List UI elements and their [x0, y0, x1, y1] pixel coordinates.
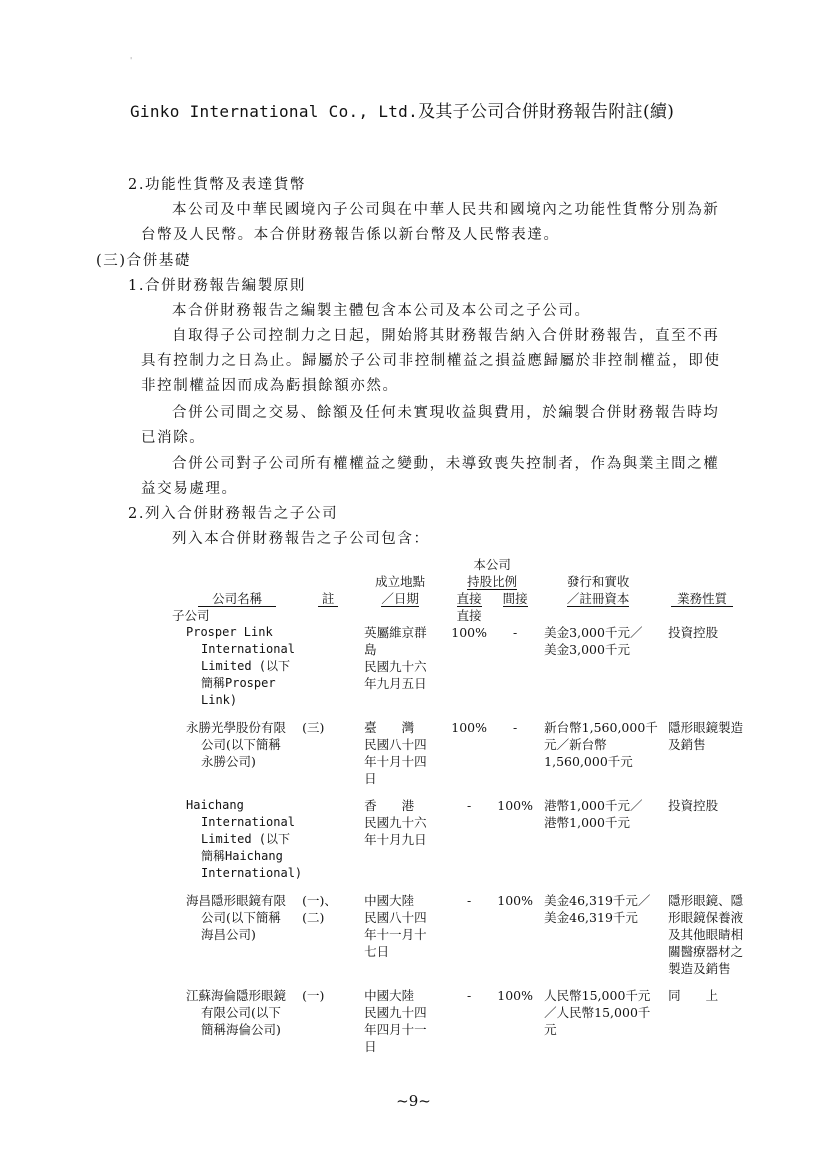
cell-direct: - — [467, 798, 472, 813]
cell-company-name-line: 公司(以下簡稱 — [201, 737, 281, 752]
cell-company-name-line: Haichang — [186, 798, 244, 812]
cell-business — [658, 624, 746, 709]
cell-company-name-line: International — [201, 815, 295, 829]
cell-capital — [538, 624, 658, 709]
cell-note-line: (一) — [302, 988, 325, 1003]
header-business: 業務性質 — [671, 591, 733, 607]
cell-place — [354, 624, 446, 709]
cell-note-line: (三) — [302, 720, 325, 735]
cell-company-name — [172, 797, 302, 882]
section-2-para-line-1: 本公司及中華民國境內子公司與在中華人民共和國境內之功能性貨幣分別為新 — [172, 202, 720, 218]
group-row — [172, 607, 746, 624]
cell-place-line: 中國大陸 — [364, 988, 415, 1003]
cell-place-line: 民國八十四 — [364, 910, 427, 925]
section-3-1-para-1: 本合併財務報告之編製主體包含本公司及本公司之子公司。 — [172, 303, 591, 319]
cell-capital-line: 人民幣15,000千元 — [544, 988, 651, 1003]
cell-capital — [538, 987, 658, 1055]
cell-business-line: 形眼鏡保養液 — [668, 910, 744, 925]
cell-company-name-line: 海昌隱形眼鏡有限 — [186, 893, 287, 908]
row-spacer — [172, 1055, 746, 1065]
header-place-line-1: 成立地點 — [375, 574, 426, 589]
row-spacer — [172, 882, 746, 892]
cell-company-name-line: 永勝公司) — [201, 754, 256, 769]
cell-place-line: 七日 — [364, 944, 390, 959]
cell-company-name — [172, 892, 302, 977]
table-row — [172, 797, 746, 882]
header-note: 註 — [318, 591, 339, 607]
cell-place-line: 中國大陸 — [364, 893, 415, 908]
cell-business-line: 隱形眼鏡、隱 — [668, 893, 744, 908]
cell-place-line: 年四月十一 — [364, 1022, 427, 1037]
header-indirect: 間接 — [502, 591, 528, 606]
header-capital-line-2: ／註冊資本 — [566, 591, 630, 606]
cell-company-name-line: 有限公司(以下 — [201, 1005, 281, 1020]
cell-place-line: 民國九十六 — [364, 815, 427, 830]
row-spacer — [172, 787, 746, 797]
section-3-2-intro: 列入本合併財務報告之子公司包含： — [172, 531, 430, 547]
cell-indirect: 100% — [497, 988, 534, 1003]
page-title — [130, 97, 674, 122]
cell-place — [354, 892, 446, 977]
section-3-1-heading: 1.合併財務報告編製原則 — [128, 278, 307, 294]
table-row — [172, 987, 746, 1055]
cell-company-name-line: 簡稱海倫公司) — [201, 1022, 281, 1037]
cell-note — [302, 797, 354, 882]
cell-company-name-line: International) — [201, 866, 303, 880]
cell-capital-line: ／人民幣15,000千 — [544, 1005, 651, 1020]
cell-business — [658, 987, 746, 1055]
cell-business-line: 投資控股 — [668, 625, 719, 640]
cell-capital — [538, 797, 658, 882]
cell-note — [302, 719, 354, 787]
section-3-1-para-2-line-1: 自取得子公司控制力之日起，開始將其財務報告納入合併財務報告，直至不再 — [172, 328, 720, 344]
cell-business-line: 及其他眼睛相 — [668, 927, 744, 942]
table-header-row-3 — [172, 590, 746, 607]
cell-capital-line: 元 — [544, 1022, 557, 1037]
cell-company-name-line: 永勝光學股份有限 — [186, 720, 287, 735]
cell-note — [302, 624, 354, 709]
cell-company-name-line: Limited (以下 — [201, 659, 291, 673]
table-header-row-1 — [172, 556, 746, 573]
cell-place — [354, 987, 446, 1055]
cell-company-name-line: International — [201, 642, 295, 656]
cell-company-name-line: 公司(以下簡稱 — [201, 910, 281, 925]
table-row — [172, 719, 746, 787]
cell-business-line: 關醫療器材之 — [668, 944, 744, 959]
row-spacer — [172, 709, 746, 719]
scan-mark: ' — [130, 56, 133, 65]
group-label: 子公司 — [172, 608, 210, 623]
cell-place-line: 年十月十四 — [364, 754, 427, 769]
section-2-heading: 2.功能性貨幣及表達貨幣 — [128, 177, 307, 193]
cell-capital-line: 元／新台幣 — [544, 737, 607, 752]
cell-company-name-line: 江蘇海倫隱形眼鏡 — [186, 988, 287, 1003]
header-capital-line-1: 發行和實收 — [566, 574, 630, 589]
cell-capital-line: 港幣1,000千元／ — [544, 798, 643, 813]
header-company-name: 公司名稱 — [198, 591, 276, 607]
cell-place-line: 香 港 — [364, 798, 415, 813]
cell-company-name-line: Prosper Link — [186, 625, 273, 639]
section-3-1-para-2-line-2: 具有控制力之日為止。歸屬於子公司非控制權益之損益應歸屬於非控制權益，即使 — [141, 353, 721, 369]
subsidiaries-table — [172, 556, 746, 1065]
cell-note-line: (一)、 — [302, 893, 337, 908]
cell-capital-line: 港幣1,000千元 — [544, 815, 630, 830]
cell-place-line: 年十月九日 — [364, 832, 427, 847]
cell-capital-line: 美金3,000千元 — [544, 642, 630, 657]
table-row — [172, 624, 746, 709]
cell-business-line: 製造及銷售 — [668, 961, 731, 976]
cell-direct: - — [467, 988, 472, 1003]
section-3-heading: (三)合併基礎 — [96, 253, 192, 269]
cell-place-line: 民國九十四 — [364, 1005, 427, 1020]
cell-capital-line: 美金3,000千元／ — [544, 625, 643, 640]
title-zh: 及其子公司合併財務報告附註(續) — [418, 102, 675, 122]
page-number: ~9~ — [396, 1092, 431, 1110]
cell-business — [658, 892, 746, 977]
cell-capital-line: 美金46,319千元／ — [544, 893, 651, 908]
cell-company-name-line: 簡稱Haichang — [201, 849, 283, 863]
header-company-label: 本公司 — [473, 557, 511, 572]
cell-note — [302, 892, 354, 977]
cell-place-line: 日 — [364, 1039, 377, 1054]
cell-direct: - — [467, 893, 472, 908]
cell-capital-line: 1,560,000千元 — [544, 754, 633, 769]
cell-place-line: 年十一月十 — [364, 927, 427, 942]
cell-business-line: 同 上 — [668, 988, 719, 1003]
cell-business-line: 及銷售 — [668, 737, 706, 752]
section-3-2-heading: 2.列入合併財務報告之子公司 — [128, 506, 339, 522]
section-3-1-para-3-line-1: 合併公司間之交易、餘額及任何未實現收益與費用，於編製合併財務報告時均 — [172, 405, 720, 421]
header-direct: 直接 — [456, 591, 482, 606]
row-spacer — [172, 977, 746, 987]
cell-place-line: 民國九十六 — [364, 659, 427, 674]
cell-indirect: 100% — [497, 798, 534, 813]
cell-company-name-line: 簡稱Prosper — [201, 676, 276, 690]
cell-place-line: 島 — [364, 642, 377, 657]
cell-business-line: 投資控股 — [668, 798, 719, 813]
cell-company-name — [172, 719, 302, 787]
cell-capital — [538, 892, 658, 977]
table-row — [172, 892, 746, 977]
cell-indirect: - — [513, 625, 518, 640]
section-3-1-para-3-line-2: 已消除。 — [141, 430, 206, 446]
title-company-en: Ginko International Co., Ltd. — [130, 102, 419, 121]
cell-place — [354, 719, 446, 787]
section-2-para-line-2: 台幣及人民幣。本合併財務報告係以新台幣及人民幣表達。 — [141, 227, 560, 243]
cell-direct: 100% — [451, 720, 488, 735]
cell-place-line: 臺 灣 — [364, 720, 415, 735]
cell-place-line: 英屬維京群 — [364, 625, 427, 640]
cell-direct: 100% — [451, 625, 488, 640]
header-shareholding: 持股比例 — [467, 574, 518, 589]
cell-business-line: 隱形眼鏡製造 — [668, 720, 744, 735]
cell-note — [302, 987, 354, 1055]
cell-place-line: 民國八十四 — [364, 737, 427, 752]
cell-company-name — [172, 987, 302, 1055]
section-3-1-para-4-line-1: 合併公司對子公司所有權權益之變動，未導致喪失控制者，作為與業主間之權 — [172, 456, 720, 472]
cell-company-name-line: 海昌公司) — [201, 927, 256, 942]
cell-indirect: 100% — [497, 893, 534, 908]
section-3-1-para-2-line-3: 非控制權益因而成為虧損餘額亦然。 — [141, 378, 399, 394]
cell-business — [658, 797, 746, 882]
cell-capital-line: 新台幣1,560,000千 — [544, 720, 658, 735]
table-header-row-2 — [172, 573, 746, 590]
cell-place-line: 年九月五日 — [364, 676, 427, 691]
cell-note-line: (二) — [302, 910, 325, 925]
cell-place-line: 日 — [364, 771, 377, 786]
header-place-line-2: ／日期 — [381, 591, 419, 606]
cell-company-name — [172, 624, 302, 709]
section-3-1-para-4-line-2: 益交易處理。 — [141, 481, 238, 497]
cell-business — [658, 719, 746, 787]
cell-capital — [538, 719, 658, 787]
cell-capital-line: 美金46,319千元 — [544, 910, 638, 925]
cell-company-name-line: Link) — [201, 693, 238, 707]
cell-place — [354, 797, 446, 882]
group-direct-label: 直接 — [456, 608, 482, 623]
cell-company-name-line: Limited (以下 — [201, 832, 291, 846]
cell-indirect: - — [513, 720, 518, 735]
